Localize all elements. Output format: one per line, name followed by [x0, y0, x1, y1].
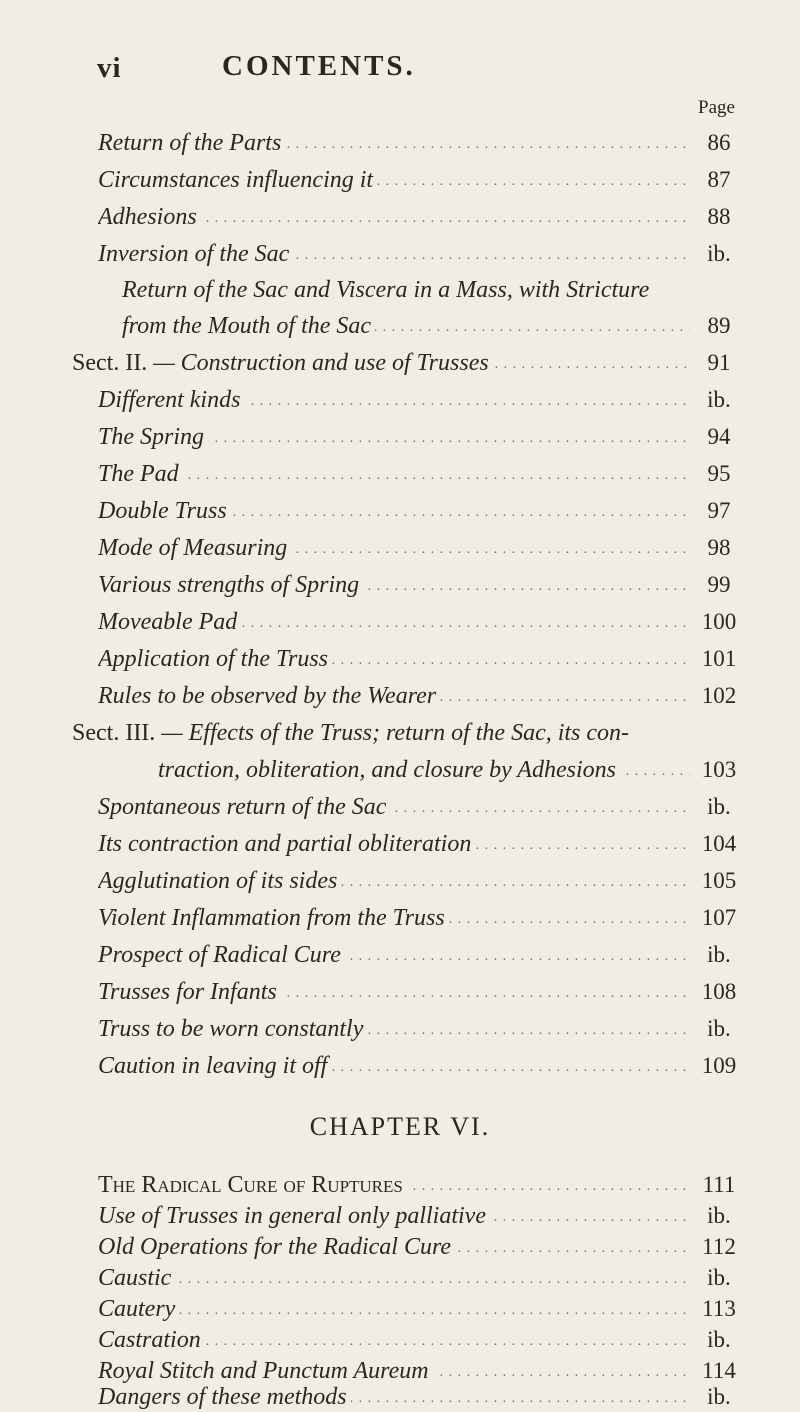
entry-page: 94 — [707, 424, 731, 449]
entry-title: Mode of Measuring — [98, 535, 291, 561]
entry-title-first-line: Return of the Sac and Viscera in a Mass, with Stricture — [122, 277, 650, 303]
entry-page: ib. — [707, 1265, 731, 1290]
toc-entry — [0, 940, 800, 970]
entry-title: The Spring — [98, 424, 208, 450]
entry-page: 109 — [701, 1053, 737, 1078]
entry-title: Its contraction and partial obliteration — [98, 831, 475, 857]
section-label: Sect. III. — [72, 720, 156, 746]
entry-page: 107 — [701, 905, 737, 930]
entry-page: 114 — [702, 1358, 736, 1383]
page-folio: vi — [97, 52, 122, 84]
toc-entry — [0, 644, 800, 674]
entry-page: 89 — [707, 313, 731, 338]
toc-entry — [0, 681, 800, 711]
running-head: CONTENTS. — [222, 50, 416, 82]
toc-entry — [0, 866, 800, 896]
section-title-line1: — Effects of the Truss; return of the Sac, its con- — [161, 720, 630, 746]
section-page: 91 — [707, 350, 731, 375]
entry-title: Caution in leaving it off — [98, 1053, 331, 1079]
entry-title: Double Truss — [98, 498, 231, 524]
toc-entry — [0, 1325, 800, 1355]
page-column-label: Page — [698, 97, 735, 118]
toc-entry — [0, 311, 800, 341]
entry-page: 98 — [707, 535, 731, 560]
entry-page: 100 — [701, 609, 737, 634]
entry-title: from the Mouth of the Sac — [122, 313, 375, 339]
entry-title: Different kinds — [98, 387, 244, 413]
entry-title: Cautery — [98, 1296, 179, 1322]
entry-page: ib. — [707, 1384, 731, 1409]
toc-entry — [0, 1294, 800, 1324]
entry-title: The Pad — [98, 461, 183, 487]
section-heading-3-line1 — [72, 718, 629, 748]
toc-entry — [0, 903, 800, 933]
entry-page: 87 — [707, 167, 731, 192]
entry-page: 86 — [707, 130, 731, 155]
toc-entry-partial — [0, 1382, 800, 1412]
section-title: — Construction and use of Trusses — [153, 350, 489, 376]
entry-title: Rules to be observed by the Wearer — [98, 683, 440, 709]
entry-page: 102 — [701, 683, 737, 708]
toc-entry — [0, 1170, 800, 1200]
toc-entry — [0, 1201, 800, 1231]
toc-entry — [0, 792, 800, 822]
entry-title: Moveable Pad — [98, 609, 241, 635]
entry-title: Adhesions — [98, 204, 201, 230]
entry-title: Circumstances influencing it — [98, 167, 377, 193]
entry-page: 108 — [701, 979, 737, 1004]
entry-page: ib. — [707, 1203, 731, 1228]
toc-entry — [0, 1263, 800, 1293]
section-heading-3-line2 — [0, 755, 800, 785]
entry-title: Violent Inflammation from the Truss — [98, 905, 449, 931]
entry-page: 97 — [707, 498, 731, 523]
toc-entry — [0, 570, 800, 600]
toc-entry — [0, 385, 800, 415]
entry-page: ib. — [707, 1016, 731, 1041]
entry-page: 105 — [701, 868, 737, 893]
toc-entry — [0, 1014, 800, 1044]
entry-page: ib. — [707, 241, 731, 266]
toc-entry — [0, 128, 800, 158]
entry-page: 88 — [707, 204, 731, 229]
toc-entry — [0, 1051, 800, 1081]
toc-entry — [0, 607, 800, 637]
entry-title: Trusses for Infants — [98, 979, 281, 1005]
entry-page: 112 — [702, 1234, 736, 1259]
entry-page: ib. — [707, 387, 731, 412]
chapter-heading: CHAPTER VI. — [309, 1112, 491, 1141]
toc-entry — [0, 533, 800, 563]
toc-entry — [0, 422, 800, 452]
toc-entry — [0, 496, 800, 526]
toc-entry — [0, 239, 800, 269]
toc-entry — [0, 977, 800, 1007]
toc-entry — [0, 165, 800, 195]
section-label: Sect. II. — [72, 350, 148, 376]
entry-title: Royal Stitch and Punctum Aureum — [98, 1358, 433, 1384]
entry-page: ib. — [707, 794, 731, 819]
entry-page: 99 — [707, 572, 731, 597]
entry-page: 104 — [701, 831, 737, 856]
entry-title: Agglutination of its sides — [98, 868, 341, 894]
section-title-line2: traction, obliteration, and closure by Adhesions — [158, 757, 620, 783]
entry-title: Spontaneous return of the Sac — [98, 794, 390, 820]
entry-page: 111 — [702, 1172, 736, 1197]
entry-page: 113 — [702, 1296, 736, 1321]
entry-title: The Radical Cure of Ruptures — [98, 1172, 407, 1198]
entry-page: ib. — [707, 1327, 731, 1352]
toc-entry — [0, 459, 800, 489]
toc-entry — [0, 829, 800, 859]
entry-title: Inversion of the Sac — [98, 241, 293, 267]
entry-title: Dangers of these methods — [98, 1384, 351, 1410]
section-heading-2 — [0, 348, 800, 378]
entry-title: Various strengths of Spring — [98, 572, 363, 598]
toc-entry — [0, 1232, 800, 1262]
entry-page: 95 — [707, 461, 731, 486]
entry-page: ib. — [707, 942, 731, 967]
entry-title: Caustic — [98, 1265, 175, 1291]
entry-title: Use of Trusses in general only palliative — [98, 1203, 490, 1229]
entry-page: 101 — [701, 646, 737, 671]
toc-entry — [0, 202, 800, 232]
entry-title: Old Operations for the Radical Cure — [98, 1234, 455, 1260]
entry-title: Prospect of Radical Cure — [98, 942, 345, 968]
entry-title: Return of the Parts — [98, 130, 285, 156]
section-page: 103 — [701, 757, 737, 782]
entry-title: Application of the Truss — [98, 646, 332, 672]
entry-title: Truss to be worn constantly — [98, 1016, 367, 1042]
entry-title: Castration — [98, 1327, 205, 1353]
